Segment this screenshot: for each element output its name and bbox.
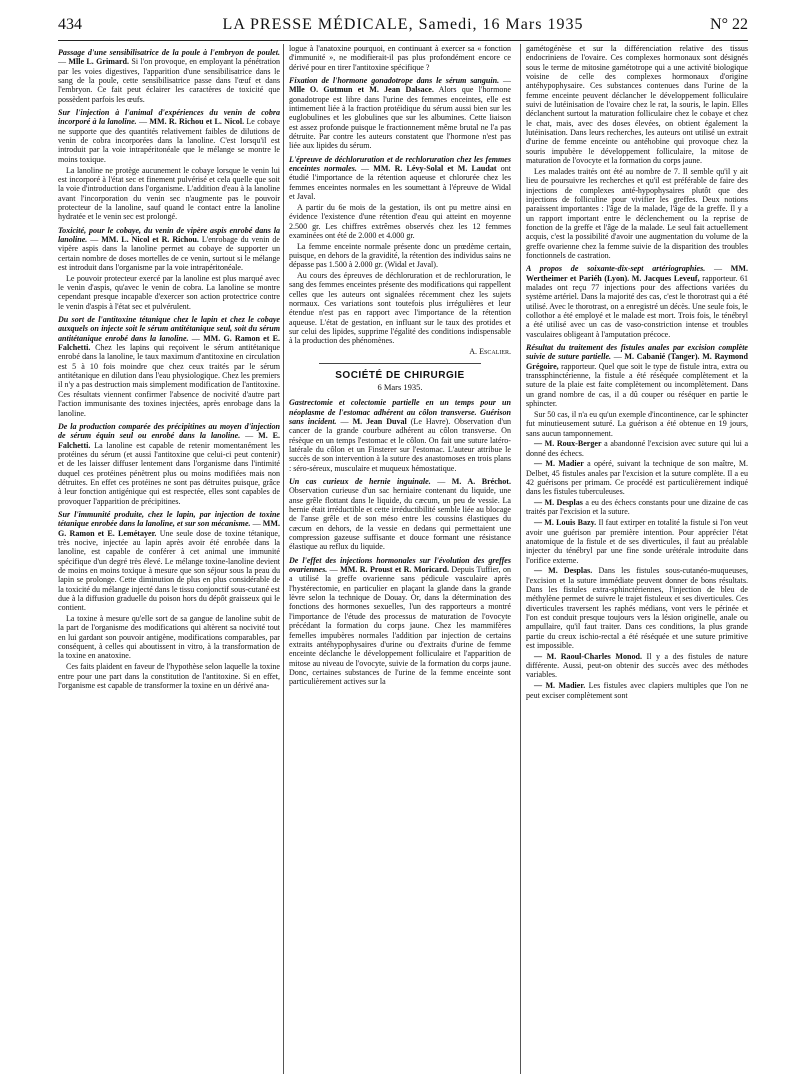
section-date: 6 Mars 1935. — [377, 381, 423, 392]
body-text: a eu des échecs constants pour une dizaine de cas traités par l'excision et la suture. — [526, 498, 748, 517]
body-text: Au cours des épreuves de déchloruration et de rechloruration, le sang des femmes enceintes présente des modifications qui rappellent celles que les auteurs ont signalées récemment chez les sujets normaux. Ces variations sont toutefois plus irrégulières et leur étendue n'est pas en rapport avec l'importance de la rétention aqueuse. L'état de gestation, en influant sur le taux des protides et sur celui des lipides, supprime l'égalité des conditions indispensable à la production des phénomènes. — [289, 271, 511, 346]
body-text: La lanoline est capable de retenir momentanément les protéines du sérum (et aussi l'antitoxine que celui-ci peut contenir) et de les laisser diffuser lentement dans l'organisme dans l'intimité duquel ces protéines pénètrent plus ou moins modifiées mais non détruites. En effet ces protéines ne sont pas détruites puisque, grâce à leur fonction antigénique qui est respectée, elles sont capables de provoquer l'apparition de précipitines. — [58, 440, 280, 506]
author-names: MM. L. Nicol et R. Richou. — [101, 234, 199, 244]
body-text: rapporteur. 61 malades ont reçu 77 injections pour des affections variées du système artériel. Dans la majorité des cas, c'est le thorotrast qui a été utilisé. Avec le thorotrast, on a enregistré un décès. Une seule fois, le collothor a été employé et le malade est mort. Trois fois, le ténébryl a été utilisé avec un cas de vaso-constriction intense et troubles vasculaires obligeant à l'amputation précoce. — [526, 273, 748, 339]
article: Passage d'une sensibilisatrice de la poule à l'embryon de poulet. — Mlle L. Grimard. Si l'on provoque, en employant la pénétration par les voies digestives, l'apparition d'une sensibilisatrice dans le sang de la poule, cette sensibilisatrice passe dans l'œuf et dans l'embryon. Ce fait peut éclairer les caractères de toxicité que possèdent parfois les œufs. — [58, 48, 280, 104]
article-title: Toxicité, pour le cobaye, du venin de vipère aspis enrobé dans la lanoline. — [58, 225, 280, 244]
body-text: (Le Havre). Observation d'un cancer de la grande courbure adhérent au côlon transverse. On résèque en un temps l'estomac et le côlon. On fait une suture latéro-latérale du côlon et un Finsterer sur l'estomac. L'auteur attribue le succès de son intervention à la suture des anastomoses en trois plans : séro-séreux, musculaire et muqueux hémostatique. — [289, 416, 511, 473]
issue-number: N° 22 — [710, 16, 748, 33]
author-names: M. A. Bréchot. — [451, 477, 511, 486]
article: A propos de soixante-dix-sept artériographies. — MM. Wertheimer et Pariéh (Lyon). M. Jacques Leveuf, rapporteur. 61 malades ont reçu 77 injections pour des affections variées du système artériel. Dans la majorité des cas, c'est le thorotrast qui a été utilisé. Avec le thorotrast, on a enregistré un décès. Une seule fois, le collothor a été employé et le malade est mort. Trois fois, le ténébryl a été utilisé avec un cas de vaso-constriction intense et troubles vasculaires obligeant à l'amputation précoce. — [526, 264, 748, 339]
column-divider — [520, 44, 521, 1074]
article: Gastrectomie et colectomie partielle en un temps pour un néoplasme de l'estomac adhérent au côlon transverse. Guérison sans incident. — M. Jean Duval (Le Havre). Observation d'un cancer de la grande courbure adhérent au côlon transverse. On résèque en un temps l'estomac et le côlon. On fait une suture latéro-latérale du côlon et un Finsterer sur l'estomac. L'auteur attribue le succès de son intervention à la suture des anastomoses en trois plans : séro-séreux, musculaire et muqueux hémostatique. — [289, 398, 511, 473]
article: Sur l'injection à l'animal d'expériences du venin de cobra incorporé à la lanoline. — MM. R. Richou et L. Nicol. Le cobaye ne supporte que des quantités relativement faibles de dilutions de venin de cobra incorporées dans la lanoline. C'est lorsqu'il est introduit par la voie intrapéritonéale que le mélange se montre le moins toxique. — [58, 108, 280, 164]
column-right — [526, 44, 748, 1074]
body-text: Si l'on provoque, en employant la pénétration par les voies digestives, l'apparition d'une sensibilisatrice dans le sang de la poule, cette sensibilisatrice passe dans l'œuf et dans l'embryon. Ce fait peut éclairer les caractères de toxicité que possèdent parfois les œufs. — [58, 57, 280, 104]
article: Résultat du traitement des fistules anales par excision complète suivie de suture partielle. — M. Cabanié (Tanger). M. Raymond Grégoire, rapporteur. Quel que soit le type de fistule intra, extra ou transsphinctérienne, la fistule a été réséquée complètement et la suture de la plaie est faite complètement ou incomplètement. Dans un grand nombre de cas, il a dû couper ou réséquer en partie le sphincter. — [526, 343, 748, 409]
body-text: ont étudié l'importance de la rétention aqueuse et chlorurée chez les femmes enceintes normales en les soumettant à l'épreuve de Widal et Javal. — [289, 164, 511, 202]
body-text: a abandonné l'excision avec suture qui lui a donné des échecs. — [526, 439, 748, 458]
article-title: Un cas curieux de hernie inguinale. — [289, 477, 431, 486]
article: Du sort de l'antitoxine tétanique chez le lapin et chez le cobaye auxquels on injecte soit le sérum antitétanique seul, soit du sérum antitétanique enrobé dans la lanoline. — MM. G. Ramon et E. Falchetti. Chez les lapins qui reçoivent le sérum antitétanique enrobé dans la lanoline, le taux maximum d'antitoxine en circulation est 5 à 10 fois moindre que chez ceux traités par le sérum antitétanique en dilution dans l'eau physiologique. Chez les premiers il n'y a pas destruction mais simplement modification de l'antitoxine. Ces résultats viennent confirmer l'absence de nocivité d'autre part l'action immunisante des toxines injectées, après enrobage dans la lanoline. — [58, 315, 280, 418]
paragraph — [289, 203, 511, 240]
body-text: Depuis Tuffier, on a utilisé la greffe ovarienne sans pédicule vasculaire après l'hystérectomie, en particulier en plaçant la glande dans la grande lèvre selon la technique de Douay. Or, dans la détermination des fonctions des hormones sexuelles, l'un des rapporteurs a montré l'importance de l'étude des processus de maturation de l'ovocyte précédant la formation du corps jaune. Chez les mammifères femelles impubères normales l'addition par injection de certains extraits antéhypophysaires d'urine ou d'extraits d'urine de femme enceinte déclanche le développement folliculaire et l'apparition de mitose au niveau de l'ovocyte, suivie de la formation du corps jaune. Donc, certaines substances de l'urine de la femme enceinte sont particulièrement actives sur la — [289, 565, 511, 687]
body-text: logue à l'anatoxine pourquoi, en continuant à exercer sa « fonction d'immunité », ne modifierait-il pas plus profondément encore ce dérivé pour en tirer l'antitoxine spécifique ? — [289, 44, 511, 72]
article: Un cas curieux de hernie inguinale. — M. A. Bréchot. Observation curieuse d'un sac herniaire contenant du liquide, une anse grêle flottant dans le liquide, du cæcum, un peu de vessie. La hernie était irréductible et cette irréductibilité semble liée au blocage de l'anse grêle et de son méso entre les coussins élastiques du cæcum en dehors, de la vessie en dedans qui permettaient une compression gazeuse suffisante et douce formant une résistance élastique au reflux du liquide. — [289, 477, 511, 552]
body-text: Une seule dose de toxine tétanique, très nocive, injectée au lapin après avoir été enrobée dans la lanoline, est capable de conférer à cet animal une immunité spécifique d'un degré très élevé. Le mélange toxine-lanoline devient de moins en moins toxique à mesure que son séjour sous la peau du lapin se prolonge. Cette diminution de plus en plus considérable de la toxicité du mélange injecté dans le tissu conjonctif sous-cutané est due à la diffusion graduelle du poison hors du dépôt graisseux qui le contient. — [58, 528, 280, 613]
author-names: MM. G. Ramon et E. Falchetti. — [58, 333, 280, 353]
body-text: A partir du 6e mois de la gestation, ils ont pu mettre ainsi en évidence l'existence d'une rétention d'eau qui atteint en moyenne 2.500 gr. Les chiffres extrêmes observés chez les 12 femmes examinées ont été de 2.000 et 4.000 gr. — [289, 202, 511, 240]
journal-running-title: LA PRESSE MÉDICALE, Samedi, 16 Mars 1935 — [222, 16, 584, 33]
author-names: M. Jean Duval — [352, 416, 407, 426]
column-divider — [283, 44, 284, 1074]
column-middle — [289, 44, 511, 1074]
article-title: Sur l'immunité produite, chez le lapin, par injection de toxine tétanique enrobée dans la lanoline, et sur son mécanisme. — [58, 509, 280, 529]
page-number: 434 — [58, 16, 82, 33]
article-title: Passage d'une sensibilisatrice de la poule à l'embryon de poulet. — [58, 48, 280, 57]
body-text: Observation curieuse d'un sac herniaire contenant du liquide, une anse grêle flottant dans le liquide, du cæcum, un peu de vessie. La hernie était irréductible et cette irréductibilité semble liée au blocage de l'anse grêle et de son méso entre les coussins élastiques du cæcum en dehors, de la vessie en dedans qui permettaient une compression gazeuse suffisante et douce formant une résistance élastique au reflux du liquide. — [289, 486, 511, 552]
body-text: Le pouvoir protecteur exercé par la lanoline est plus marqué avec le venin d'aspis, qu'avec le venin de cobra. La lanoline se montre cependant presque incapable d'exercer son action protectrice contre le venin d'aspis à l'état sec et pulvérulent. — [58, 273, 280, 311]
article: Fixation de l'hormone gonadotrope dans le sérum sanguin. — Mlle O. Gutmun et M. Jean Dalsace. Alors que l'hormone gonadotrope est libre dans l'urine des femmes enceintes, elle est intimement liée à la fraction protéidique du sérum aussi bien sur les euglobulines et les globulines que sur les albumines. Cette liaison est assez profonde puisque le fractionnement même brutal ne l'a pas détruite. Par contre les auteurs constatent que l'hormone n'est pas liée aux lipides du sérum. — [289, 76, 511, 151]
paragraph — [526, 681, 748, 700]
column-left — [58, 44, 280, 1074]
paragraph — [289, 242, 511, 270]
author-names: M. E. Falchetti. — [58, 431, 280, 450]
body-text: Il y a des fistules de nature différente. Aussi, peut-on obtenir des succès avec des méthodes variables. — [526, 651, 748, 680]
body-text: La femme enceinte normale présente donc un prœdème certain, puisque, en dehors de la gravidité, la rétention des individus sains ne dépasse pas 1.500 à 2.000 gr. (Widal et Javal). — [289, 241, 511, 270]
article-title: Du sort de l'antitoxine tétanique chez le lapin et chez le cobaye auxquels on injecte soit le sérum antitétanique seul, soit du sérum antitétanique enrobé dans la lanoline. — [58, 315, 280, 343]
paragraph — [526, 459, 748, 496]
body-text: Le cobaye ne supporte que des quantités relativement faibles de dilutions de venin de cobra incorporées dans la lanoline. C'est lorsqu'il est introduit par la voie intrapéritonéale que le mélange se montre le moins toxique. — [58, 117, 280, 164]
article-title: De l'effet des injections hormonales sur l'évolution des greffes ovariennes. — [289, 555, 511, 575]
body-text: Les malades traités ont été au nombre de 7. Il semble qu'il y ait lieu de poursuivre les recherches et qu'il est préférable de faire des injections de complexes anté-hypophysaires plutôt que des injections de folliculine pour vivifier les greffes. Deux notions paraissent importantes : l'âge de la malade, l'âge de la greffe. Il y a un rapport important entre le déclenchement ou la reprise de fonction de la greffe et l'âge de la malade. Le seul fait actuellement acquis, c'est la possibilité d'avoir une augmentation du volume de la greffe ovarienne chez la femme suivie de la disparition des troubles fonctionnels de castration. — [526, 166, 748, 260]
author-names: — M. Madier. — [534, 681, 586, 691]
body-text: Chez les lapins qui reçoivent le sérum antitétanique enrobé dans la lanoline, le taux maximum d'antitoxine en circulation est 5 à 10 fois moindre que chez ceux traités par le sérum antitétanique en dilution dans l'eau physiologique. Chez les premiers il n'y a pas destruction mais simplement modification de l'antitoxine. Ces résultats viennent confirmer l'absence de nocivité d'autre part l'action immunisante des toxines injectées, après enrobage dans la lanoline. — [58, 343, 280, 418]
body-text: Les fistules avec clapiers multiples que l'on ne peut exciser complètement sont — [526, 681, 748, 700]
author-names: MM. G. Ramon et E. Lemétayer. — [58, 519, 280, 538]
body-text: Ces faits plaident en faveur de l'hypothèse selon laquelle la toxine entre pour une part dans la constitution de l'antitoxine. Si en effet, l'organisme est capable de transformer la toxine en un dérivé ana- — [58, 662, 280, 690]
paragraph — [526, 439, 748, 458]
paragraph — [526, 167, 748, 260]
body-text: L'enrobage du venin de vipère aspis dans la lanoline permet au cobaye de supporter un certain nombre de doses mortelles de ce venin, surtout si le mélange est introduit dans l'organisme par la voie intrapéritonéale. — [58, 234, 280, 272]
author-names: M. Cabanié (Tanger). M. Raymond Grégoire, — [526, 352, 748, 371]
article-title: Résultat du traitement des fistules anales par excision complète suivie de suture partielle. — [526, 343, 748, 362]
body-text: La toxine à mesure qu'elle sort de sa gangue de lanoline subit de la part de l'organisme des modifications qui altèrent sa nocivité tout en lui gardant son pouvoir antigène, modifications comparables, par conséquent, à celles qui aboutissent in vitro, à la transformation de la toxine en anatoxine. — [58, 614, 280, 661]
paragraph — [289, 44, 511, 72]
author-names: — M. Desplas. — [534, 566, 593, 576]
body-text: a opéré, suivant la technique de son maître, M. Delbet, 45 fistules anales par l'excision et la suture complète. Il a eu 42 guérisons per primam. Ce procédé est particulièrement indiqué dans les fistules tuberculeuses. — [526, 459, 748, 497]
article-title: De la production comparée des précipitines au moyen d'injection de sérum équin seul ou enrobé dans la lanoline. — [58, 421, 280, 441]
paragraph — [58, 274, 280, 311]
author-names: Mlle L. Grimard. — [68, 57, 130, 67]
body-text: gamétogénèse et sur la différenciation relative des tissus endocriniens de l'ovaire. Ces complexes hormonaux sont désignés sous le terme de mitosine gamétotrope qui a une activité biologique voisine de celle des complexes hormonaux d'origine antéhypophysaire. Ces substances contenues dans l'urine de la femme enceinte peuvent déclancher le développement folliculaire suivi de lutéinisation de l'ovaire chez le rat, la souris, le lapin. Elles déclanchent surtout la maturation folliculaire chez le cobaye et chez le chat, mais, avec des doses élevées, on obtient également la lutéinisation. Dans leurs recherches, les auteurs ont utilisé un extrait d'urine de femme enceinte ou antéhobine qui provoque chez la souris impubère le développement folliculaire, la mitose de maturation de l'ovocyte et la formation du corps jaune. — [526, 44, 748, 166]
body-text: Dans les fistules sous-cutanéo-muqueuses, l'excision et la suture immédiate peuvent donner de bons résultats. Dans les fistules extra-sphinctériennes, l'injection de bleu de méthylène permet de suivre le trajet fistuleux et ses diverticules. Ces diverticules traversent les raphés médians, vont vers le périnée et l'on est conduit presque toujours vers la lésion originelle, anale ou ampullaire, qu'il faut traiter. Dans ces conditions, la plus grande partie du creux ischio-rectal a été réséquée et une suture primitive est impossible. — [526, 566, 748, 651]
body-text: Sur 50 cas, il n'a eu qu'un exemple d'incontinence, car le sphincter fut minutieusement suturé. La guérison a été obtenue en 19 jours, sans aucun tamponnement. — [526, 409, 748, 438]
article: Sur l'immunité produite, chez le lapin, par injection de toxine tétanique enrobée dans la lanoline, et sur son mécanisme. — MM. G. Ramon et E. Lemétayer. Une seule dose de toxine tétanique, très nocive, injectée au lapin après avoir été enrobée dans la lanoline, est capable de conférer à cet animal une immunité spécifique d'un degré très élevé. Le mélange toxine-lanoline devient de moins en moins toxique à mesure que son séjour sous la peau du lapin se prolonge. Cette diminution de plus en plus considérable de la toxicité du mélange injecté dans le tissu conjonctif sous-cutané est due à la diffusion graduelle du poison hors du dépôt graisseux qui le contient. — [58, 509, 280, 613]
paragraph — [526, 44, 748, 165]
article: Toxicité, pour le cobaye, du venin de vipère aspis enrobé dans la lanoline. — MM. L. Nicol et R. Richou. L'enrobage du venin de vipère aspis dans la lanoline permet au cobaye de supporter un certain nombre de doses mortelles de ce venin, surtout si le mélange est introduit dans l'organisme par la voie intrapéritonéale. — [58, 225, 280, 272]
body-text: La lanoline ne protège aucunement le cobaye lorsque le venin lui est incorporé à l'état sec et finement pulvérisé et cela quelle que soit la voie d'introduction dans l'organisme. L'addition d'eau à la lanoline avant l'incorporation du venin sec n'augmente pas le pouvoir protecteur de la lanoline, sauf quand le contact entre la lanoline hydratée et le venin sec est prolongé. — [58, 165, 280, 222]
paragraph — [526, 410, 748, 438]
section-rule — [319, 363, 481, 364]
article-title: A propos de soixante-dix-sept artériographies. — [526, 264, 706, 274]
author-signature: A. Escalier. — [469, 347, 511, 357]
article-title: Sur l'injection à l'animal d'expériences du venin de cobra incorporé à la lanoline. — [58, 108, 280, 127]
article-title: Fixation de l'hormone gonadotrope dans le sérum sanguin. — [289, 76, 500, 86]
body-text: Il faut extirper en totalité la fistule si l'on veut avoir une guérison par première intention. Pour apprécier l'état anatomique de la fistule et de ses diverticules, il faut au préalable injecter du ténébryl par une fine sonde urétérale introduite dans l'orifice externe. — [526, 518, 748, 565]
paragraph — [58, 614, 280, 661]
article-title: L'épreuve de déchloruration et de rechloruration chez les femmes enceintes normales. — [289, 154, 511, 174]
author-names: MM. R. Proust et R. Moricard. — [340, 565, 449, 575]
article-title: Gastrectomie et colectomie partielle en un temps pour un néoplasme de l'estomac adhérent au côlon transverse. Guérison sans incident. — [289, 398, 511, 426]
article: De la production comparée des précipitines au moyen d'injection de sérum équin seul ou enrobé dans la lanoline. — M. E. Falchetti. La lanoline est capable de retenir momentanément les protéines du sérum (et aussi l'antitoxine que celui-ci peut contenir) et de les laisser diffuser lentement dans l'organisme dans l'intimité duquel ces protéines pénètrent plus ou moins modifiées mais non détruites. En effet ces protéines ne sont pas détruites puisque, grâce à leur fonction antigénique qui est respectée, elles sont capables de provoquer l'apparition de précipitines. — [58, 421, 280, 506]
author-names: — M. Louis Bazy. — [534, 518, 597, 528]
paragraph — [58, 166, 280, 222]
header-rule — [58, 40, 748, 41]
paragraph — [526, 498, 748, 517]
author-names: MM. R. Richou et L. Nicol. — [149, 117, 245, 127]
body-text: Alors que l'hormone gonadotrope est libre dans l'urine des femmes enceintes, elle est intimement liée à la fraction protéidique du sérum aussi bien sur les euglobulines et les globulines que sur les albumines. Cette liaison est assez profonde puisque le fractionnement même brutal ne l'a pas détruite. Par contre les auteurs constatent que l'hormone n'est pas liée aux lipides du sérum. — [289, 85, 511, 151]
article: De l'effet des injections hormonales sur l'évolution des greffes ovariennes. — MM. R. Proust et R. Moricard. Depuis Tuffier, on a utilisé la greffe ovarienne sans pédicule vasculaire après l'hystérectomie, en particulier en plaçant la glande dans la grande lèvre selon la technique de Douay. Or, dans la détermination des fonctions des hormones sexuelles, l'un des rapporteurs a montré l'importance de l'étude des processus de maturation de l'ovocyte précédant la formation du corps jaune. Chez les mammifères femelles impubères normales l'addition par injection de certains extraits antéhypophysaires d'urine ou d'extraits d'urine de femme enceinte déclanche le développement folliculaire et l'apparition de mitose au niveau de l'ovocyte, suivie de la formation du corps jaune. Donc, certaines substances de l'urine de la femme enceinte sont particulièrement actives sur la — [289, 555, 511, 687]
paragraph — [526, 518, 748, 565]
paragraph — [289, 271, 511, 346]
page-header — [58, 14, 748, 40]
section-title: SOCIÉTÉ DE CHIRURGIE — [335, 369, 465, 381]
paragraph — [526, 566, 748, 650]
author-names: Mlle O. Gutmun et M. Jean Dalsace. — [289, 85, 434, 95]
body-text: rapporteur. Quel que soit le type de fistule intra, extra ou transsphinctérienne, la fistule a été réséquée complètement et la suture de la plaie est faite complètement ou incomplètement. Dans un grand nombre de cas, il a dû couper ou réséquer en partie le sphincter. — [526, 361, 748, 409]
paragraph — [526, 652, 748, 680]
author-names: — M. Madier — [534, 459, 584, 469]
author-names: — M. Raoul-Charles Monod. — [534, 651, 642, 661]
author-names: MM. Wertheimer et Pariéh (Lyon). M. Jacques Leveuf, — [526, 264, 748, 283]
paragraph — [58, 662, 280, 690]
author-names: MM. R. Lévy-Solal et M. Laudat — [373, 164, 497, 174]
author-names: — M. Roux-Berger — [534, 439, 602, 449]
article: L'épreuve de déchloruration et de rechloruration chez les femmes enceintes normales. — MM. R. Lévy-Solal et M. Laudat ont étudié l'importance de la rétention aqueuse et chlorurée chez les femmes enceintes normales en les soumettant à l'épreuve de Widal et Javal. — [289, 154, 511, 202]
author-names: — M. Desplas — [534, 498, 583, 508]
